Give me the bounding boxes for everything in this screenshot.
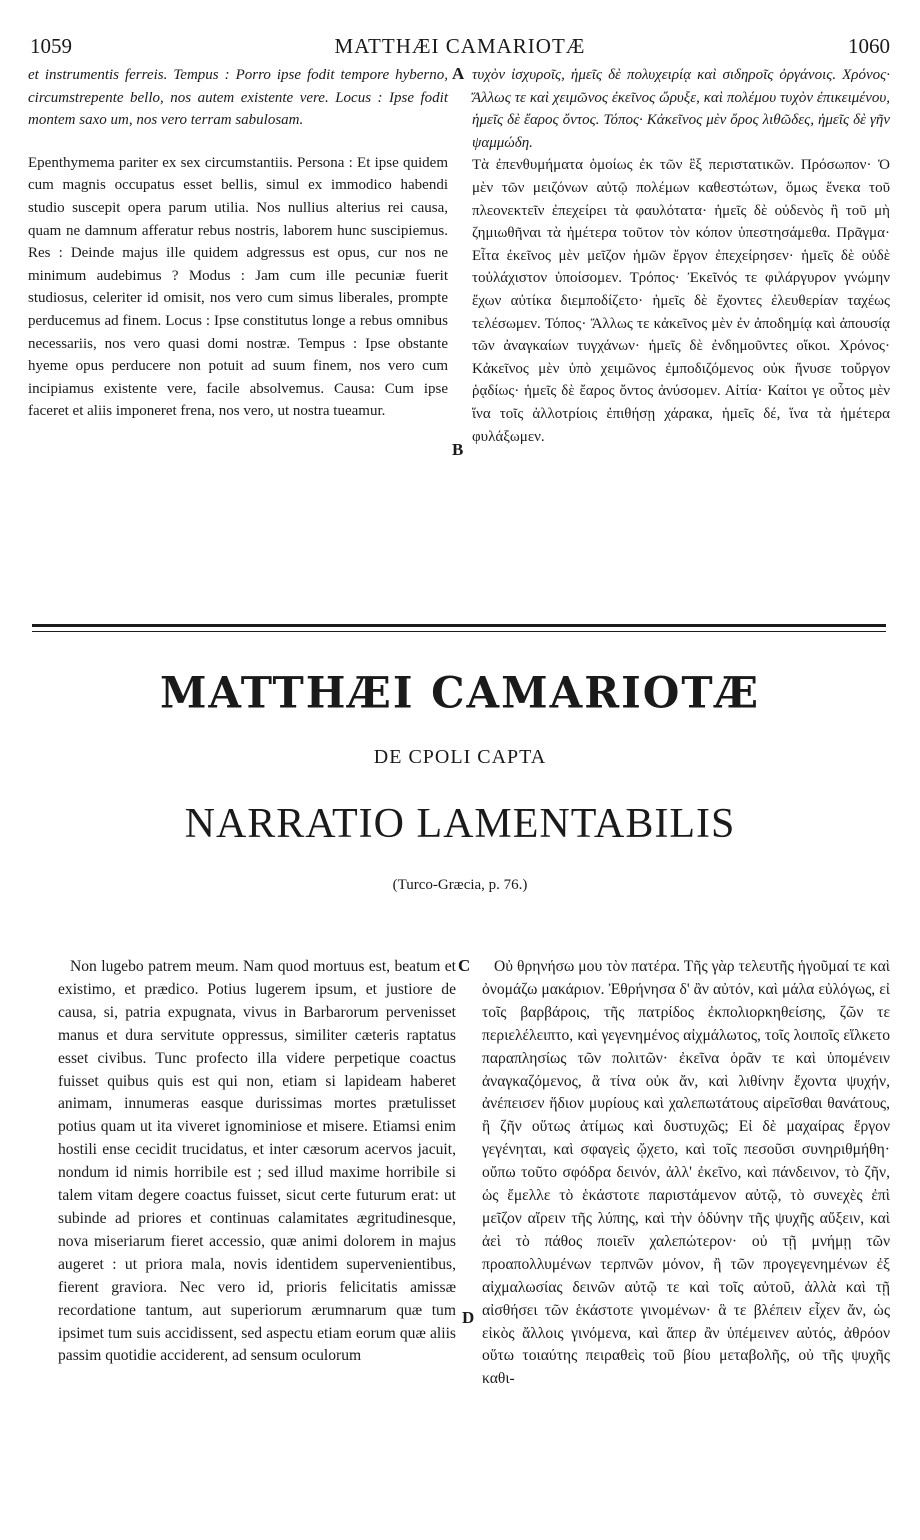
running-head <box>30 34 890 64</box>
greek-top-paragraph-2: Τὰ ἐπενθυμήματα ὁμοίως ἐκ τῶν ἓξ περιστατικῶν. Πρόσωπον· Ὁ μὲν τῶν μειζόνων αὐτῷ πολέμων καθεστώτων, ὅμως ἕνεκα τοῦ πλεονεκτεῖν ἐπεχείρει τὰ φαυλότατα· ἡμεῖς δὲ οὐδενὸς ἢ τοῦ μὴ ζημιωθῆναι τὰ ἡμέτερα τοῦτον τὸν κόπον ὑπεστησάμεθα. Πρᾶγμα· Εἶτα ἐκεῖνος μὲν μεῖζον ἡμῶν ἔργον ἐπεχείρησεν· ἡμεῖς δὲ οὐδὲ τοὐλάχιστον ὑποίσομεν. Τρόπος· Ἐκεῖνός τε φιλάργυρον γνώμην ἔχων αὐτίκα διεμποδίζετο· ἡμεῖς δὲ ἔχοντες ἐλευθερίαν ταχέως τελέσωμεν. Τόπος· Ἄλλως τε κἀκεῖνος μὲν ἐν ἀποδημίᾳ καὶ ἀπουσίᾳ τῶν ἀναγκαίων τυγχάνων· ἡμεῖς δὲ ἐνδημοῦντες οἴκοι. Χρόνος· Κἀκεῖνος μὲν ὑπὸ χειμῶνος ἐμποδιζόμενος οὐκ ἤνυσε τοὔργον ῥᾳδίως· ἡμεῖς δὲ ἔαρος ὄντος ἀνύσομεν. Αἰτία· Καίτοι γε οὗτος μὲν ἵνα τοῖς ἀλλοτρίοις ἐπιθήσῃ χάρακα, ἡμεῖς δέ, ἵνα τὰ ἡμέτερα φυλάξωμεν. <box>472 157 890 445</box>
page-number-right: 1060 <box>848 34 890 58</box>
margin-marker-a: A <box>452 64 465 83</box>
latin-top-paragraph-2: Epenthymema pariter ex sex circumstantiis. Persona : Et ipse quidem cum magnis occupatus esset bellis, simul ex immodico habendi studio suscepit opera parum utilia. Nos nullius alterius rei causa, quam ne damnum afferatur rebus nostris, laborem hunc suscipiemus. Res : Deinde majus ille quidem adgressus est opus, cur nos ne minimum audebimus ? Modus : Jam cum ille pecuniæ fuerit studiosus, celeriter id omisit, nos vero cum simus liberales, prompte perducemus ad finem. Locus : Ipse constitutus longe a rebus omnibus necessariis, nos vero quasi domi nostræ. Tempus : Ipse obstante hyeme opus perducere non potuit ad suum finem, nos vero cum incipiamus existente vere, facile absolvemus. Causa: Cum ipse faceret et aliis imponeret frena, nos vero, ut nostra tueamur. <box>28 154 448 420</box>
page-number-left: 1059 <box>30 34 72 58</box>
greek-bottom-paragraph: Οὐ θρηνήσω μου τὸν πατέρα. Τῆς γὰρ τελευτῆς ἡγοῦμαί τε καὶ ὀνομάζω μακάριον. Ἐθρήνησα δ' ἂν αὐτόν, καὶ μάλα εὐλόγως, εἰ τοῖς βαρβάροις, τῆς πατρίδος ἐκπολιορκηθείσης, ζῶν τε περιελέλειπτο, καὶ γεγενημένος αἰχμάλωτος, τοῖς λοιποῖς εἵλκετο παραπλησίως τῶν πολιτῶν· ἐκεῖνα ὁρᾶν τε καὶ ὑπομένειν ἀναγκαζόμενος, ἃ τίνα οὐκ ἄν, καὶ λιθίνην ἔχοντα ψυχήν, ἀνέπεισεν ἥδιον μυρίους καὶ χαλεπωτάτους αἱρεῖσθαι θανάτους, ἢ ζῆν οὕτως ἀτίμως καὶ δυστυχῶς; Εἰ δὲ μαχαίρας ἔργον γεγένηται, καὶ σφαγεὶς ᾤχετο, καὶ τοῖς πεσοῦσι συνηριθμήθη· οὔπω τοῦτο σφόδρα δεινόν, ἀλλ' ἐκεῖνο, καὶ πάνδεινον, τὸ ζῆν, ὡς ἔμελλε τὸ ἑκάστοτε παριστάμενον αὐτῷ, τὸ συνεχὲς ἐπὶ μεῖζον αἴρειν τῆς λύπης, καὶ τὴν ὀδύνην τῆς ψυχῆς αὔξειν, καὶ ἀεὶ τὸ πάθος ποιεῖν χαλεπώτερον· οὐ τῇ μνήμῃ τῶν προαπολλυμένων τερπνῶν μόνον, ἢ τῶν προγεγενημένων ἐξ αἰχμαλωσίας δεινῶν αὐτῷ τε καὶ τοῖς αὐτοῦ, ἀλλὰ καὶ τῇ αἰσθήσει τῶν ἑκάστοτε γινομένων· ἃ τε βλέπειν εἶχεν ἄν, ὡς εἰκὸς ἄλλοις γινόμενα, καὶ ἅπερ ἂν ὑπέμεινεν αὐτός, ἀθρόον οὕτω τοιαύτης πειραθεὶς τοῦ βίου μεταβολῆς, οὐ τῆς ψυχῆς καθι- <box>482 958 890 1388</box>
greek-column-top <box>472 64 890 448</box>
narratio-heading: NARRATIO LAMENTABILIS <box>184 801 736 847</box>
latin-bottom-paragraph: Non lugebo patrem meum. Nam quod mortuus est, beatum et existimo, et prædico. Potius lugerem ipsum, et justiore de causa, si, patria expugnata, vivus in Barbarorum pervenisset manus et dura servitute oppressus, similiter cæteris raptatus esset civibus. Tunc profecto illa videre perpetique coactus fuisset quibus quis est qui non, etiam si lapideam haberet animam, innumeras easque durissimas mortes prætulisset potius quam ut ita viveret ignominiose et misere. Etiamsi enim hostili ense cecidit trucidatus, et inter cæsorum acervos jacuit, nondum id nimis horribile est ; sed illud maxime horribile si talem vitam degere coactus fuisset, sicut certe futurum erat: ut subinde ad priores et continuas calamitates ægritudinesque, nova miseriarum fieret accessio, quæ animi dolorem in majus augeret : ut priora mala, novis identidem supervenientibus, fierent graviora. Nec vero id, prioris felicitatis amissæ recordatione tantum, aut superiorum ærumnarum quæ tum ipsimet tum suis accidissent, sed aspectu etiam eorum quæ aliis passim quotidie acciderent, ad sensum oculorum <box>58 958 456 1365</box>
source-reference: (Turco-Græcia, p. 76.) <box>392 877 528 893</box>
margin-marker-b: B <box>452 440 464 459</box>
work-title: MATTHÆI CAMARIOTÆ <box>159 667 761 718</box>
greek-top-paragraph-1: τυχὸν ἰσχυροῖς, ἡμεῖς δὲ πολυχειρίᾳ καὶ σιδηροῖς ὀργάνοις. Χρόνος· Ἄλλως τε καὶ χειμῶνος ἐκεῖνος ὤρυξε, καὶ πολέμου τυχὸν ἐπικειμένου, ἡμεῖς δὲ ἔαρος ὄντος. Τόπος· Κἀκεῖνος μὲν ὄρος λιθῶδες, ἡμεῖς δὲ γῆν ψαμμώδη. <box>472 67 890 151</box>
section-divider-thin <box>32 631 886 632</box>
work-subtitle: DE CPOLI CAPTA <box>373 746 547 768</box>
latin-column-top <box>28 64 448 423</box>
greek-column-bottom <box>482 956 890 1391</box>
margin-marker-d: D <box>462 1308 475 1327</box>
latin-column-bottom <box>58 956 456 1368</box>
margin-marker-c: C <box>458 956 471 975</box>
running-title: MATTHÆI CAMARIOTÆ <box>334 34 586 58</box>
latin-top-paragraph-1: et instrumentis ferreis. Tempus : Porro ipse fodit tempore hyberno, circumstrepente bello, nos autem existente vere. Locus : Ipse fodit montem saxo um, nos vero terram sabulosam. <box>28 67 448 129</box>
section-divider-thick <box>32 624 886 627</box>
